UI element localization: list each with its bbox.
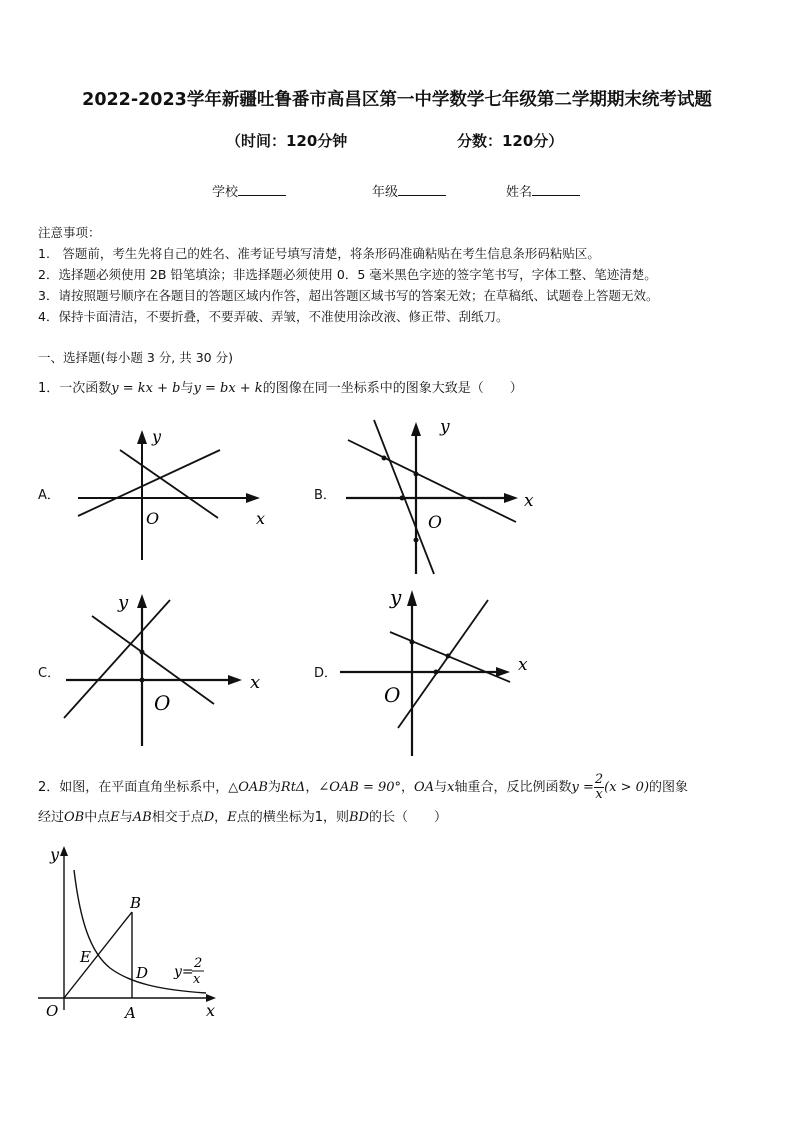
school-label: 学校	[212, 185, 239, 200]
question-2-line-2	[38, 808, 768, 828]
name-blank[interactable]	[532, 183, 580, 196]
q2-fig-curve-label: y=	[174, 964, 194, 980]
q2-e: E	[110, 810, 120, 825]
q2-fig-x: x	[206, 1001, 216, 1020]
q2-frac-num: 2	[594, 772, 604, 787]
q2-oa: OA	[414, 780, 435, 795]
q2-x: x	[447, 780, 455, 795]
q2-text: 的图象	[649, 780, 689, 795]
q2-ob: OB	[64, 810, 85, 825]
q2-text: ，	[305, 780, 319, 795]
option-d-label[interactable]: D．	[314, 666, 338, 681]
name-label: 姓名	[506, 185, 533, 200]
q1-function-2: y = bx + k	[193, 381, 263, 396]
option-c-origin-label: O	[154, 691, 171, 715]
q2-frac-den: x	[595, 787, 603, 802]
school-blank[interactable]	[238, 183, 286, 196]
q2-text: 2．如图，在平面直角坐标系中，	[38, 780, 229, 795]
option-a-graph[interactable]	[70, 420, 270, 565]
option-b-x-label: x	[524, 491, 534, 511]
q2-fig-curve-num: 2	[194, 956, 203, 971]
option-a-x-label: x	[256, 509, 266, 528]
q2-text: 点的横坐标为1，则	[236, 810, 349, 825]
q1-function-1: y = kx + b	[111, 381, 181, 396]
q1-prefix: 1．一次函数	[38, 381, 112, 396]
q2-condition: (x > 0)	[604, 780, 650, 795]
note-item-3: 3．请按照题号顺序在各题目的答题区域内作答，超出答题区域书写的答案无效；在草稿纸、试题卷上答题无效。	[38, 288, 659, 303]
option-c-graph[interactable]	[62, 588, 272, 748]
q2-d: D	[203, 810, 215, 825]
option-d-graph[interactable]	[338, 580, 538, 756]
q2-text: 与	[119, 810, 133, 825]
grade-blank[interactable]	[398, 183, 446, 196]
option-b-origin-label: O	[428, 513, 442, 533]
grade-label: 年级	[372, 185, 399, 200]
q2-fig-d: D	[136, 964, 149, 982]
q2-figure	[30, 840, 230, 1025]
q2-text: 相交于点	[151, 810, 204, 825]
option-c-label[interactable]: C．	[38, 666, 61, 681]
option-b-label[interactable]: B．	[314, 488, 336, 503]
note-item-2: 2．选择题必须使用 2B 铅笔填涂；非选择题必须使用 0．5 毫米黑色字迹的签字笔书写，字体工整、笔迹清楚。	[38, 267, 657, 282]
q1-suffix: 的图像在同一坐标系中的图象大致是（ ）	[262, 381, 523, 396]
option-a-label[interactable]: A．	[38, 488, 60, 503]
q2-fig-a: A	[125, 1004, 136, 1022]
option-d-y-label: y	[390, 585, 402, 609]
q2-fraction	[594, 773, 604, 802]
q2-text: 与	[434, 780, 448, 795]
option-b-graph[interactable]	[340, 412, 550, 577]
q2-text: ，	[401, 780, 415, 795]
q2-e2: E	[227, 810, 237, 825]
q2-text: 经过	[38, 810, 65, 825]
exam-score: 分数：120分）	[457, 132, 564, 150]
q2-text: 的长（ ）	[368, 810, 447, 825]
q2-bd: BD	[348, 810, 369, 825]
option-a-y-label: y	[152, 427, 162, 446]
q2-text: 轴重合，反比例函数	[454, 780, 572, 795]
q2-fig-e: E	[80, 948, 91, 966]
notes-heading: 注意事项：	[38, 225, 101, 240]
q2-func-lhs: y =	[571, 780, 594, 795]
question-2-line-1	[38, 773, 768, 802]
notes-block	[38, 222, 768, 327]
exam-time: （时间：120分钟	[226, 132, 348, 150]
question-1	[38, 379, 768, 399]
q2-fig-curve-den: x	[193, 972, 201, 987]
q2-triangle: △OAB	[228, 780, 268, 795]
q1-mid: 与	[180, 381, 194, 396]
option-d-x-label: x	[518, 655, 528, 675]
school-field[interactable]	[212, 181, 286, 200]
page-title: 2022-2023学年新疆吐鲁番市高昌区第一中学数学七年级第二学期期末统考试题	[82, 90, 712, 110]
q2-fig-o: O	[46, 1002, 59, 1020]
q2-fig-b: B	[130, 894, 142, 912]
q2-text: 为	[267, 780, 281, 795]
note-item-4: 4．保持卡面清洁，不要折叠，不要弄破、弄皱，不准使用涂改液、修正带、刮纸刀。	[38, 309, 509, 324]
name-field[interactable]	[506, 181, 580, 200]
q2-angle: ∠OAB = 90°	[318, 780, 402, 795]
option-d-origin-label: O	[384, 683, 401, 707]
option-c-y-label: y	[118, 592, 129, 613]
q2-rt: RtΔ	[280, 780, 306, 795]
section-heading: 一、选择题(每小题 3 分, 共 30 分)	[38, 350, 233, 365]
q2-ab: AB	[132, 810, 152, 825]
q2-text: ，	[214, 810, 228, 825]
option-a-origin-label: O	[146, 509, 160, 528]
q2-text: 中点	[84, 810, 111, 825]
note-item-1: 1. 答题前，考生先将自己的姓名、准考证号填写清楚，将条形码准确粘贴在考生信息条形码粘贴区。	[38, 246, 600, 261]
grade-field[interactable]	[372, 181, 446, 200]
option-c-x-label: x	[250, 672, 261, 693]
q2-fig-y: y	[50, 845, 60, 864]
option-b-y-label: y	[440, 417, 450, 437]
